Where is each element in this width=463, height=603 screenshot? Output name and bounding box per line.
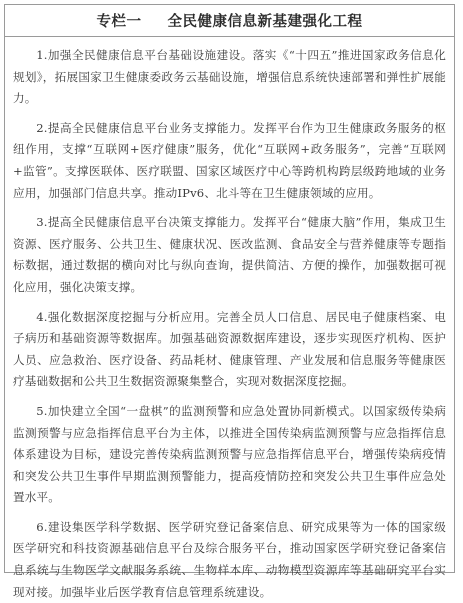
paragraph-2: 2.提高全民健康信息平台业务支撑能力。发挥平台作为卫生健康政务服务的枢纽作用，支撑“互联网+医疗健康”服务，优化“互联网+政务服务”，完善“互联网+监管”。支撑医联体、医疗联盟、国家区域医疗中心等跨机构跨层级跨地域的业务应用，加强部门信息共享。推动IPv6、北斗等在卫生健康领域的应用。 — [13, 120, 446, 200]
paragraph-3: 3.提高全民健康信息平台决策支撑能力。发挥平台“健康大脑”作用，集成卫生资源、医疗服务、公共卫生、健康状况、医改监测、食品安全与营养健康等专题指标数据，通过数据的横向对比与纵向查询，提供简洁、方便的操作，加强数据可视化应用，强化决策支撑。 — [13, 215, 446, 294]
paragraph-6: 6.建设集医学科学数据、医学研究登记备案信息、研究成果等为一体的国家级医学研究和科技资源基础信息平台及综合服务平台，推动国家医学研究登记备案信息系统与生物医学文献服务系统、生物样本库、动物模型资源库等基础研究平台实现对接。加强毕业后医学教育信息管理系统建设。 — [13, 519, 446, 599]
column-box — [4, 4, 455, 599]
paragraph-1: 1.加强全民健康信息平台基础设施建设。落实《“十四五”推进国家政务信息化规划》，拓展国家卫生健康委政务云基础设施，增强信息系统快速部署和弹性扩展能力。 — [13, 48, 446, 106]
paragraph-4: 4.强化数据深度挖掘与分析应用。完善全员人口信息、居民电子健康档案、电子病历和基础资源等数据库。加强基础资源数据库建设，逐步实现医疗机构、医护人员、应急救治、医疗设备、药品耗材、健康管理、产业发展和信息服务等健康医疗基础数据和公共卫生数据资源聚集整合，实现对数据深度挖掘。 — [13, 309, 446, 389]
box-title: 全民健康信息新基建强化工程 — [167, 13, 363, 30]
box-label: 专栏一 — [96, 13, 142, 30]
paragraph-5: 5.加快建立全国“一盘棋”的监测预警和应急处置协同新模式。以国家级传染病监测预警与应急指挥信息平台为主体，以推进全国传染病监测预警与应急指挥信息体系建设为目标，建设完善传染病监测预警与应急指挥信息平台，增强传染病疫情和突发公共卫生事件早期监测预警能力，提高疫情防控和突发公共卫生事件应急处置水平。 — [13, 403, 446, 505]
box-header — [5, 5, 454, 37]
box-body — [5, 37, 454, 603]
